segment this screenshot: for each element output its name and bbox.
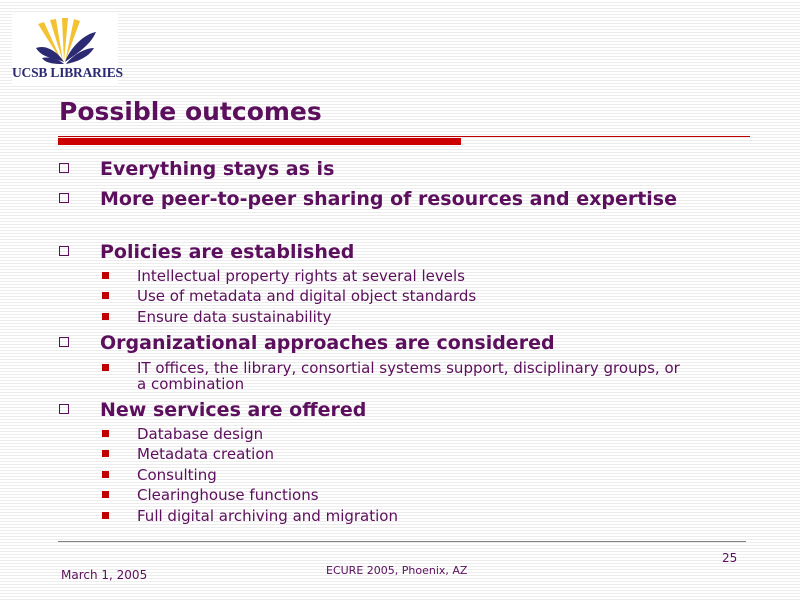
filled-square-bullet-icon <box>102 313 109 320</box>
sub-list-item <box>137 360 692 392</box>
title-rule-thin <box>58 136 750 137</box>
sub-list-item <box>137 487 697 503</box>
list-item <box>100 240 700 264</box>
sub-list-item <box>137 467 697 483</box>
list-item-text: Organizational approaches are considered <box>100 332 555 354</box>
sub-list-item-text: Intellectual property rights at several levels <box>137 267 465 285</box>
sub-list-item-text: Clearinghouse functions <box>137 486 319 504</box>
filled-square-bullet-icon <box>102 491 109 498</box>
list-item <box>100 398 700 422</box>
list-item-text: Policies are established <box>100 241 355 263</box>
slide-title: Possible outcomes <box>59 97 322 126</box>
sub-list-item-text: Use of metadata and digital object standards <box>137 287 477 305</box>
list-item <box>100 331 700 355</box>
hollow-square-bullet-icon <box>59 193 69 203</box>
sub-list-item <box>137 309 697 325</box>
ucsb-libraries-logo <box>12 14 123 84</box>
ucsb-libraries-logo-icon <box>32 18 98 66</box>
hollow-square-bullet-icon <box>59 163 69 173</box>
sub-list-item <box>137 268 697 284</box>
sub-list-item-text: Metadata creation <box>137 445 275 463</box>
filled-square-bullet-icon <box>102 292 109 299</box>
page-number: 25 <box>722 551 738 565</box>
sub-list-item-text: Ensure data sustainability <box>137 308 332 326</box>
hollow-square-bullet-icon <box>59 246 69 256</box>
filled-square-bullet-icon <box>102 471 109 478</box>
filled-square-bullet-icon <box>102 430 109 437</box>
footer-rule <box>58 541 746 542</box>
title-rule-thick <box>58 138 461 145</box>
list-item <box>100 187 680 211</box>
sub-list-item-text: IT offices, the library, consortial systems support, disciplinary groups, or a combination <box>137 359 680 393</box>
footer-event: ECURE 2005, Phoenix, AZ <box>326 564 468 577</box>
filled-square-bullet-icon <box>102 364 109 371</box>
sub-list-item-text: Database design <box>137 425 264 443</box>
list-item <box>100 157 700 181</box>
filled-square-bullet-icon <box>102 272 109 279</box>
logo-text: UCSB LIBRARIES <box>12 65 123 80</box>
footer-date: March 1, 2005 <box>61 568 148 582</box>
list-item-text: Everything stays as is <box>100 158 335 180</box>
hollow-square-bullet-icon <box>59 404 69 414</box>
sub-list-item <box>137 288 697 304</box>
sub-list-item <box>137 508 697 524</box>
list-item-text: More peer-to-peer sharing of resources and expertise <box>100 188 677 210</box>
sub-list-item <box>137 426 697 442</box>
filled-square-bullet-icon <box>102 450 109 457</box>
sub-list-item <box>137 446 697 462</box>
filled-square-bullet-icon <box>102 512 109 519</box>
sub-list-item-text: Consulting <box>137 466 217 484</box>
hollow-square-bullet-icon <box>59 337 69 347</box>
sub-list-item-text: Full digital archiving and migration <box>137 507 398 525</box>
list-item-text: New services are offered <box>100 399 367 421</box>
